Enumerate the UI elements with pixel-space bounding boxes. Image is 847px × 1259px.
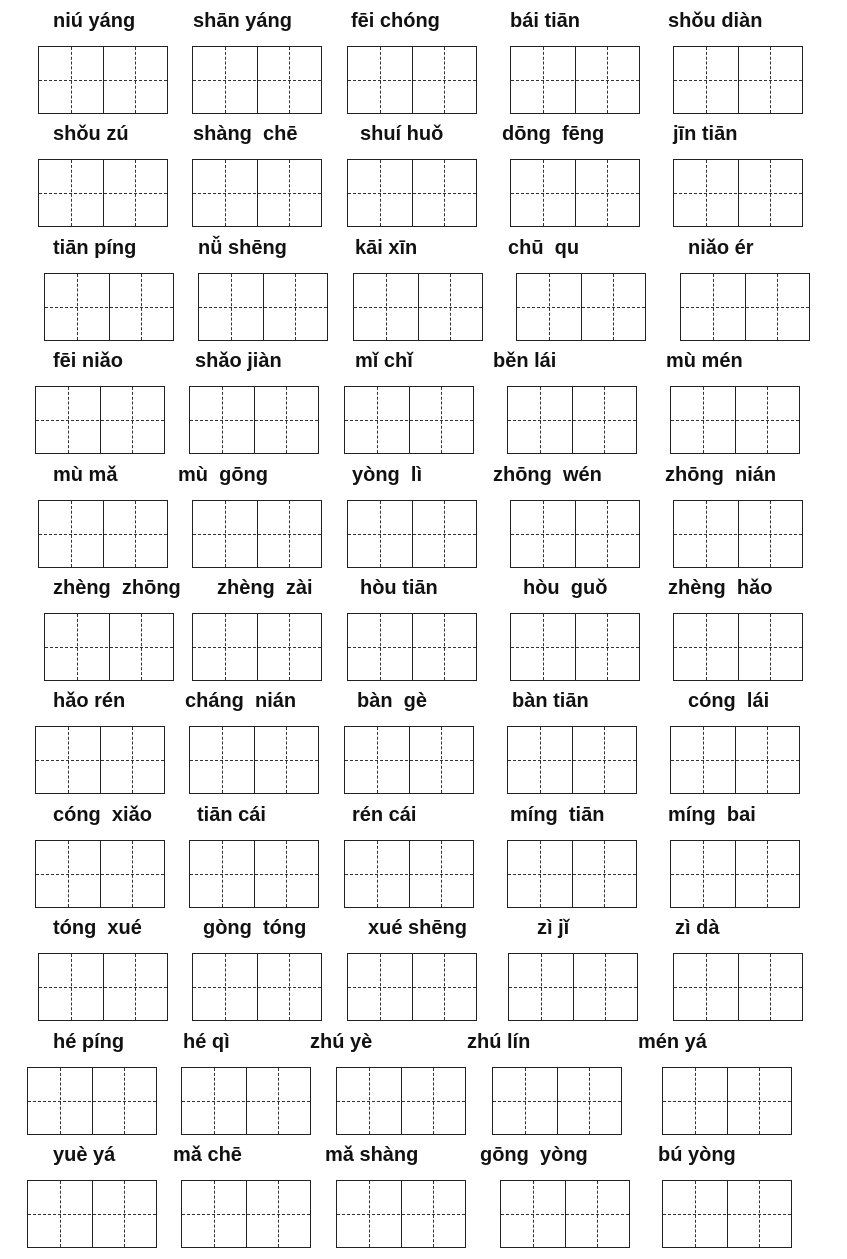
writing-grid-box[interactable] [181,1180,311,1248]
pinyin-label: shān yáng [193,10,292,32]
pinyin-label: kāi xīn [355,236,418,259]
dashed-guide-horizontal [508,760,636,761]
writing-grid-box[interactable] [507,840,637,908]
writing-grid-box[interactable] [38,953,168,1021]
pinyin-label: bái tiān [510,10,581,32]
pinyin-label: zì dà [675,917,720,940]
dashed-guide-horizontal [193,80,321,81]
pinyin-label: hòu tiān [360,577,438,599]
dashed-guide-horizontal [511,647,639,648]
writing-grid-box[interactable] [670,726,800,794]
dashed-guide-horizontal [39,193,167,194]
writing-grid-box[interactable] [510,613,640,681]
dashed-guide-horizontal [345,420,473,421]
pinyin-label: tiān píng [53,236,137,259]
writing-grid-box[interactable] [673,159,803,227]
pinyin-label: shǎo jiàn [195,350,282,373]
dashed-guide-horizontal [193,987,321,988]
pinyin-label: fēi chóng [351,10,440,32]
dashed-guide-horizontal [193,647,321,648]
dashed-guide-horizontal [674,80,802,81]
writing-grid-box[interactable] [673,500,803,568]
pinyin-label: zì jǐ [537,917,570,940]
pinyin-label: gōng yòng [480,1144,588,1166]
dashed-guide-horizontal [511,534,639,535]
dashed-guide-horizontal [28,1101,156,1102]
writing-grid-box[interactable] [344,840,474,908]
pinyin-label: mù gōng [178,463,268,486]
writing-grid-box[interactable] [508,953,638,1021]
dashed-guide-horizontal [348,80,476,81]
writing-grid-box[interactable] [662,1180,792,1248]
writing-grid-box[interactable] [192,159,322,227]
writing-grid-box[interactable] [353,273,483,341]
pinyin-label: zhèng zài [217,577,313,599]
dashed-guide-horizontal [39,534,167,535]
pinyin-label: xué shēng [368,917,467,940]
dashed-guide-horizontal [674,647,802,648]
pinyin-label: shǒu diàn [668,10,763,32]
dashed-guide-horizontal [348,534,476,535]
pinyin-label: nǚ shēng [198,236,287,259]
dashed-guide-horizontal [501,1214,629,1215]
dashed-guide-horizontal [39,80,167,81]
pinyin-label: zhú lín [467,1030,531,1053]
dashed-guide-horizontal [345,760,473,761]
writing-grid-box[interactable] [336,1067,466,1135]
dashed-guide-horizontal [36,760,164,761]
pinyin-label: mǐ chǐ [355,350,413,373]
dashed-guide-horizontal [511,193,639,194]
pinyin-label: bú yòng [658,1144,736,1166]
writing-grid-box[interactable] [44,613,174,681]
writing-grid-box[interactable] [510,46,640,114]
pinyin-label: tiān cái [197,803,266,826]
pinyin-label: yòng lì [352,463,422,486]
pinyin-label: zhèng hǎo [668,577,773,599]
writing-grid-box[interactable] [38,46,168,114]
dashed-guide-horizontal [681,307,809,308]
pinyin-label: zhōng wén [493,463,602,486]
dashed-guide-horizontal [517,307,645,308]
writing-grid-box[interactable] [38,500,168,568]
pinyin-label: tóng xué [53,917,142,940]
dashed-guide-horizontal [663,1214,791,1215]
writing-grid-box[interactable] [507,386,637,454]
dashed-guide-horizontal [199,307,327,308]
writing-grid-box[interactable] [516,273,646,341]
writing-grid-box[interactable] [347,500,477,568]
pinyin-label: zhú yè [310,1030,373,1053]
dashed-guide-horizontal [193,193,321,194]
dashed-guide-horizontal [354,307,482,308]
dashed-guide-horizontal [671,874,799,875]
writing-grid-box[interactable] [680,273,810,341]
writing-grid-box[interactable] [347,613,477,681]
writing-grid-box[interactable] [44,273,174,341]
writing-grid-box[interactable] [670,840,800,908]
writing-grid-box[interactable] [35,726,165,794]
writing-grid-box[interactable] [35,386,165,454]
writing-grid-box[interactable] [510,500,640,568]
dashed-guide-horizontal [348,193,476,194]
pinyin-label: shǒu zú [53,123,129,146]
pinyin-label: mǎ shàng [325,1144,419,1166]
dashed-guide-horizontal [509,987,637,988]
dashed-guide-horizontal [674,987,802,988]
dashed-guide-horizontal [190,420,318,421]
dashed-guide-horizontal [345,874,473,875]
pinyin-label: cóng lái [688,690,770,713]
writing-grid-box[interactable] [673,46,803,114]
pinyin-label: míng bai [668,803,756,826]
dashed-guide-horizontal [182,1101,310,1102]
writing-grid-box[interactable] [510,159,640,227]
pinyin-label: mén yá [638,1030,707,1053]
pinyin-label: dōng fēng [502,123,605,146]
dashed-guide-horizontal [45,647,173,648]
writing-grid-box[interactable] [673,613,803,681]
pinyin-label: shàng chē [193,123,298,146]
dashed-guide-horizontal [674,534,802,535]
dashed-guide-horizontal [36,874,164,875]
writing-grid-box[interactable] [662,1067,792,1135]
dashed-guide-horizontal [493,1101,621,1102]
writing-grid-box[interactable] [35,840,165,908]
pinyin-label: mǎ chē [173,1144,242,1166]
dashed-guide-horizontal [337,1214,465,1215]
dashed-guide-horizontal [182,1214,310,1215]
dashed-guide-horizontal [348,987,476,988]
dashed-guide-horizontal [671,760,799,761]
writing-grid-box[interactable] [347,953,477,1021]
pinyin-label: fēi niǎo [53,350,124,373]
dashed-guide-horizontal [337,1101,465,1102]
writing-grid-box[interactable] [507,726,637,794]
pinyin-label: niú yáng [53,10,136,32]
writing-grid-box[interactable] [189,726,319,794]
dashed-guide-horizontal [508,874,636,875]
pinyin-label: hé píng [53,1030,125,1053]
dashed-guide-horizontal [45,307,173,308]
writing-grid-box[interactable] [500,1180,630,1248]
pinyin-label: hòu guǒ [523,577,608,599]
pinyin-label: niǎo ér [688,236,754,259]
writing-grid-box[interactable] [347,46,477,114]
pinyin-label: běn lái [493,350,557,373]
dashed-guide-horizontal [511,80,639,81]
writing-grid-box[interactable] [344,386,474,454]
dashed-guide-horizontal [39,987,167,988]
writing-grid-box[interactable] [344,726,474,794]
writing-grid-box[interactable] [198,273,328,341]
writing-grid-box[interactable] [492,1067,622,1135]
writing-grid-box[interactable] [192,46,322,114]
dashed-guide-horizontal [190,760,318,761]
writing-grid-box[interactable] [192,613,322,681]
dashed-guide-horizontal [674,193,802,194]
pinyin-label: gòng tóng [203,917,307,940]
pinyin-label: yuè yá [53,1144,116,1166]
pinyin-label: zhèng zhōng [53,577,181,599]
writing-grid-box[interactable] [336,1180,466,1248]
dashed-guide-horizontal [36,420,164,421]
pinyin-label: hǎo rén [53,690,126,713]
pinyin-label: shuí huǒ [360,123,444,146]
dashed-guide-horizontal [671,420,799,421]
writing-grid-box[interactable] [192,500,322,568]
pinyin-label: jīn tiān [673,123,738,146]
writing-grid-box[interactable] [27,1067,157,1135]
pinyin-label: míng tiān [510,803,605,826]
dashed-guide-horizontal [663,1101,791,1102]
pinyin-label: cóng xiǎo [53,803,152,826]
writing-grid-box[interactable] [27,1180,157,1248]
pinyin-label: bàn tiān [512,690,589,713]
writing-grid-box[interactable] [192,953,322,1021]
writing-grid-box[interactable] [38,159,168,227]
dashed-guide-horizontal [508,420,636,421]
pinyin-label: hé qì [183,1030,230,1053]
dashed-guide-horizontal [190,874,318,875]
writing-grid-box[interactable] [181,1067,311,1135]
pinyin-label: mù mǎ [53,463,118,486]
pinyin-label: mù mén [666,350,743,373]
pinyin-label: zhōng nián [665,463,777,486]
pinyin-label: cháng nián [185,690,297,713]
pinyin-label: rén cái [352,803,417,826]
writing-grid-box[interactable] [673,953,803,1021]
dashed-guide-horizontal [348,647,476,648]
writing-grid-box[interactable] [670,386,800,454]
writing-grid-box[interactable] [347,159,477,227]
pinyin-label: bàn gè [357,690,428,713]
dashed-guide-horizontal [28,1214,156,1215]
writing-grid-box[interactable] [189,386,319,454]
writing-grid-box[interactable] [189,840,319,908]
dashed-guide-horizontal [193,534,321,535]
pinyin-label: chū qu [508,236,580,259]
